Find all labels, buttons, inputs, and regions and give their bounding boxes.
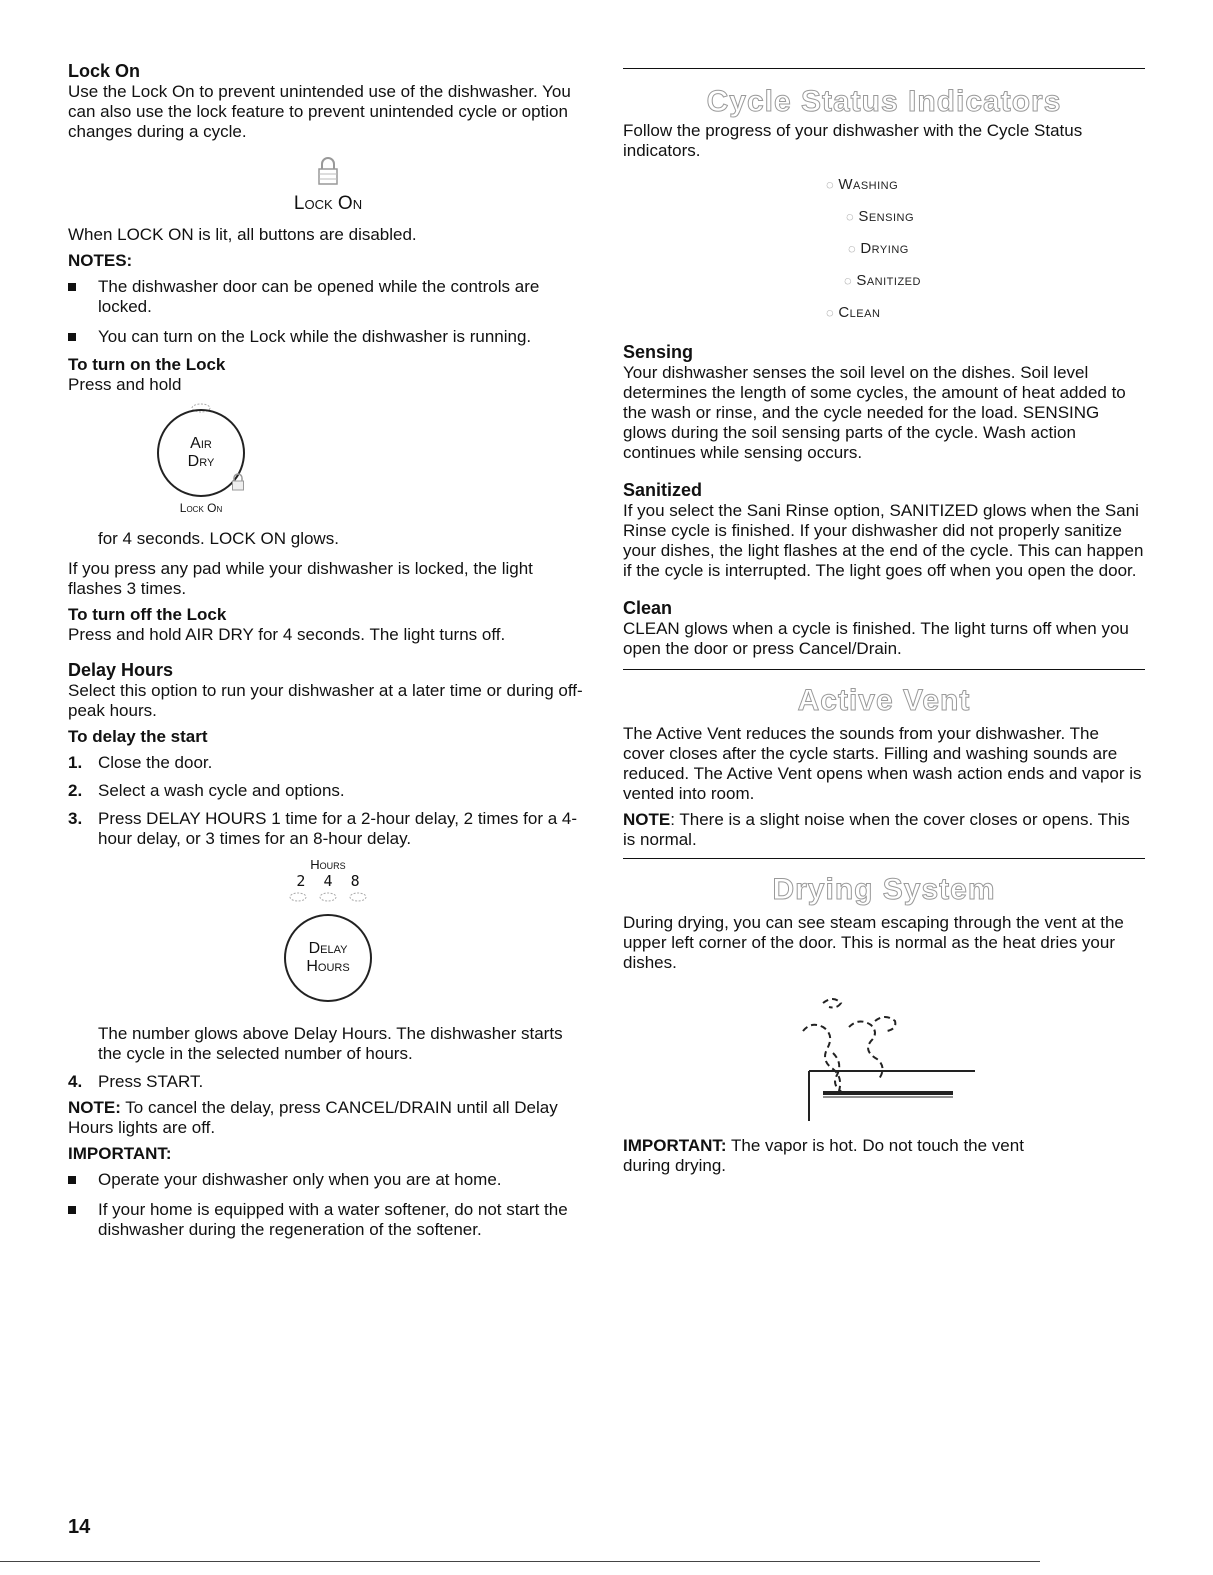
- step-text: Close the door.: [98, 753, 213, 772]
- cycle-indicators: [623, 177, 1145, 323]
- step-item: [68, 753, 588, 773]
- note-label: NOTE:: [68, 1098, 121, 1117]
- indicator-sanitized: ◌ Sanitized: [844, 272, 921, 289]
- indicator-washing: ◌ Washing: [826, 176, 899, 193]
- sensing-text: Your dishwasher senses the soil level on the dishes. Soil level determines the length of some cycles, the amount of heat added to the wash or rinse, and the cycle needed for the load. SENSING glows during the soil sensing parts of the cycle. Wash action continues while sensing occurs.: [623, 363, 1126, 462]
- indicator-sensing: ◌ Sensing: [846, 208, 915, 225]
- important-heading: IMPORTANT:: [68, 1144, 172, 1163]
- when-lit-text: When LOCK ON is lit, all buttons are disabled.: [68, 225, 417, 244]
- lock-on-intro: Use the Lock On to prevent unintended use of the dishwasher. You can also use the lock feature to prevent unintended cycle or option changes during a cycle.: [68, 82, 571, 141]
- cycle-status-title: Cycle Status Indicators: [706, 85, 1062, 118]
- cycle-intro: Follow the progress of your dishwasher with the Cycle Status indicators.: [623, 121, 1083, 160]
- indicator-light-icon: ◌: [846, 209, 859, 224]
- lock-on-heading: Lock On: [68, 61, 141, 81]
- sanitized-heading: Sanitized: [623, 480, 703, 500]
- important-item: Operate your dishwasher only when you are at home.: [68, 1170, 588, 1190]
- divider: [623, 68, 1145, 69]
- delay-hours-heading: Delay Hours: [68, 660, 174, 680]
- step-number: 1.: [68, 753, 83, 772]
- important-text: The vapor is hot. Do not touch the vent during drying.: [623, 1136, 1024, 1175]
- divider: [623, 669, 1145, 670]
- turn-off-text: Press and hold AIR DRY for 4 seconds. The light turns off.: [68, 625, 506, 644]
- indicator-light-icon: ◌: [844, 273, 857, 288]
- step-number: 3.: [68, 809, 83, 828]
- divider: [623, 858, 1145, 859]
- indicator-drying: ◌ Drying: [848, 240, 909, 257]
- clean-heading: Clean: [623, 598, 673, 618]
- four-seconds-text: for 4 seconds. LOCK ON glows.: [98, 529, 339, 548]
- sensing-heading: Sensing: [623, 342, 694, 362]
- turn-on-heading: To turn on the Lock: [68, 355, 226, 374]
- air-dry-line1: Air: [190, 435, 212, 452]
- important-item: If your home is equipped with a water softener, do not start the dishwasher during the regeneration of the softener.: [68, 1200, 588, 1240]
- active-vent-title: Active Vent: [797, 684, 971, 717]
- right-column: [623, 60, 1145, 1176]
- air-dry-button-block: [146, 409, 256, 515]
- drying-text: During drying, you can see steam escaping through the vent at the upper left corner of the door. This is normal as the heat dries your dishes.: [623, 913, 1124, 972]
- hours-label: Hours: [310, 857, 346, 872]
- step-item: [68, 809, 588, 849]
- page-number: 14: [68, 1516, 91, 1538]
- step-text: Press DELAY HOURS 1 time for a 2-hour delay, 2 times for a 4-hour delay, or 3 times for an 8-hour delay.: [98, 809, 578, 848]
- delay-hours-diagram: [68, 857, 588, 1002]
- delay-hours-button[interactable]: [284, 914, 372, 1002]
- active-vent-note: [623, 810, 1145, 850]
- hours-values: 2 4 8: [296, 872, 360, 890]
- note-text: To cancel the delay, press CANCEL/DRAIN until all Delay Hours lights are off.: [68, 1098, 558, 1137]
- bottom-divider: [0, 1561, 1040, 1562]
- step-text: Select a wash cycle and options.: [98, 781, 345, 800]
- drying-system-title: Drying System: [772, 873, 996, 906]
- step-item: [68, 781, 588, 801]
- sanitized-text: If you select the Sani Rinse option, SANITIZED glows when the Sani Rinse cycle is finished. If your dishwasher did not properly sanitize your dishes, the light flashes at the end of the cycle. This can happen if the cycle is interrupted. The light goes off when you open the door.: [623, 501, 1144, 580]
- important-label: IMPORTANT:: [623, 1136, 727, 1155]
- delay-intro: Select this option to run your dishwasher at a later time or during off-peak hours.: [68, 681, 583, 720]
- clean-text: CLEAN glows when a cycle is finished. The light turns off when you open the door or press Cancel/Drain.: [623, 619, 1129, 658]
- note-label: NOTE: [623, 810, 671, 829]
- delay-button-line1: Delay: [308, 940, 348, 957]
- hours-indicator-lights-icon: [283, 891, 373, 903]
- air-dry-caption: Lock On: [179, 501, 223, 515]
- step-item: [68, 1072, 588, 1092]
- steam-vent-illustration: [783, 983, 1145, 1128]
- delay-button-line2: Hours: [306, 958, 350, 975]
- step-text: Press START.: [98, 1072, 204, 1091]
- notes-item: You can turn on the Lock while the dishwasher is running.: [68, 327, 588, 347]
- lock-on-icon-label: Lock On: [293, 193, 363, 214]
- glow-text: The number glows above Delay Hours. The dishwasher starts the cycle in the selected number of hours.: [98, 1024, 563, 1063]
- indicator-light-icon: ◌: [848, 241, 861, 256]
- note-text: : There is a slight noise when the cover closes or opens. This is normal.: [623, 810, 1130, 849]
- indicator-clean: ◌ Clean: [826, 304, 881, 321]
- step-number: 4.: [68, 1072, 83, 1091]
- step-number: 2.: [68, 781, 83, 800]
- steam-vent-icon: [783, 983, 983, 1123]
- delay-start-heading: To delay the start: [68, 727, 208, 746]
- indicator-light-icon: ◌: [826, 305, 839, 320]
- left-column: [68, 60, 588, 1240]
- turn-off-heading: To turn off the Lock: [68, 605, 227, 624]
- drying-important: [623, 1136, 1063, 1176]
- turn-on-text: Press and hold: [68, 375, 182, 394]
- notes-item: The dishwasher door can be opened while the controls are locked.: [68, 277, 588, 317]
- active-vent-text: The Active Vent reduces the sounds from your dishwasher. The cover closes after the cycle starts. Filling and washing sounds are reduced. The Active Vent opens when wash action ends and vapor is vented into room.: [623, 724, 1142, 803]
- air-dry-line2: Dry: [187, 453, 215, 470]
- indicator-light-icon: ◌: [826, 177, 839, 192]
- lock-on-icon-block: [68, 156, 588, 215]
- delay-note: [68, 1098, 588, 1138]
- padlock-icon: [316, 156, 340, 186]
- locked-press-text: If you press any pad while your dishwasher is locked, the light flashes 3 times.: [68, 559, 533, 598]
- notes-heading: NOTES:: [68, 251, 133, 270]
- padlock-icon: [231, 473, 245, 491]
